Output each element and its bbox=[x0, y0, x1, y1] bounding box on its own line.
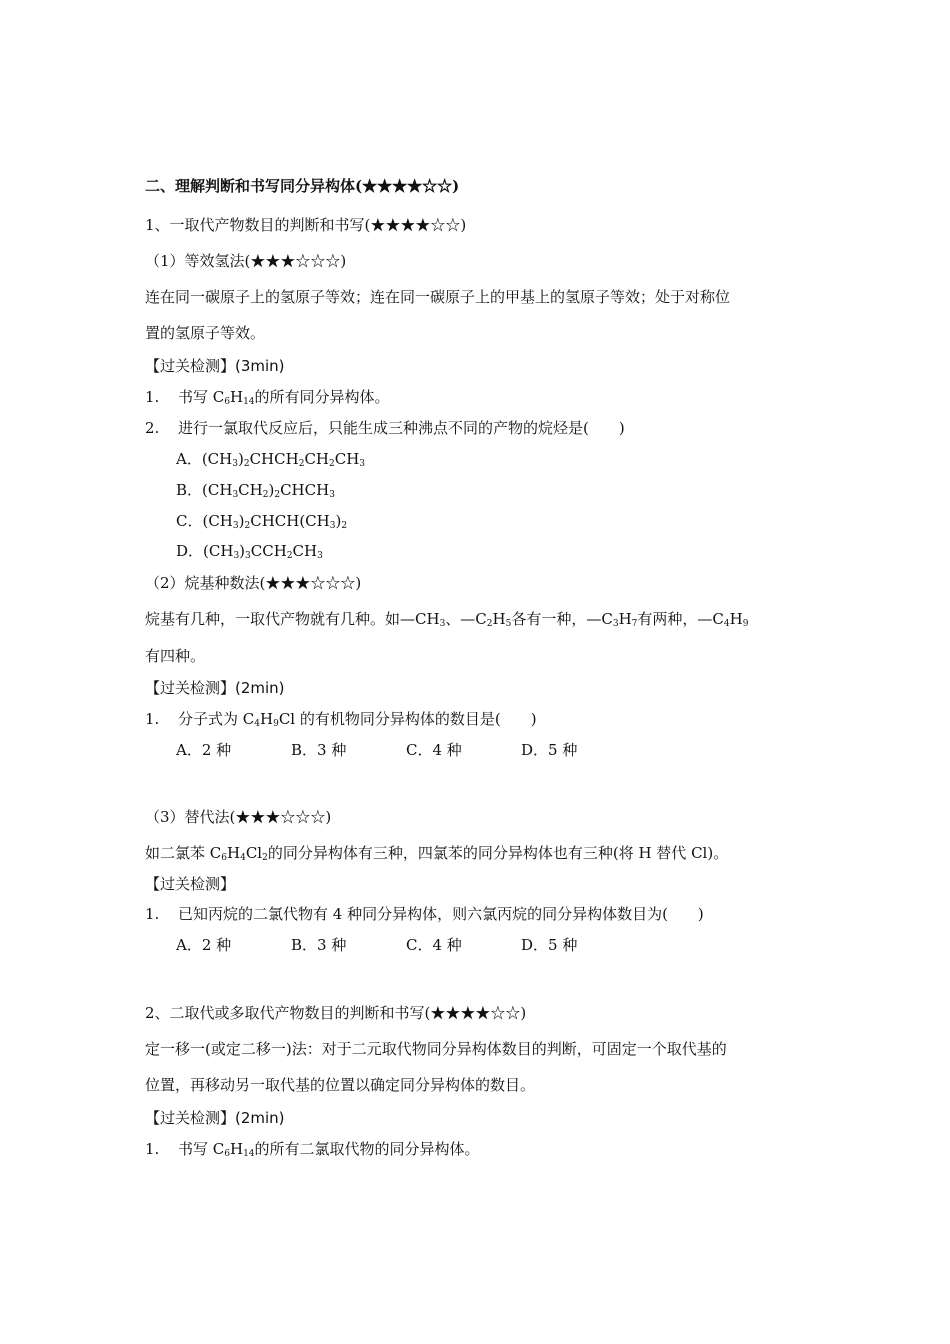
method3-title: （3）替代法(★★★☆☆☆) bbox=[145, 808, 332, 826]
option-a: A．$(CH_3)_2CHCH_2CH_2CH_3$ bbox=[176, 450, 366, 469]
question-number: 1. bbox=[145, 905, 160, 923]
option-a: A．2 种 bbox=[176, 936, 232, 954]
method2-question-1: 1. 分子式为 $C_4H_9Cl$ 的有机物同分异构体的数目是( ) bbox=[145, 710, 537, 729]
part2-desc-line1: 定一移一(或定二移一)法：对于二元取代物同分异构体数目的判断，可固定一个取代基的 bbox=[145, 1040, 727, 1058]
method2-desc-line2: 有四种。 bbox=[145, 647, 206, 665]
question-number: 2. bbox=[145, 419, 160, 437]
part2-question-1: 1. 书写 $C_6H_{14}$的所有二氯取代物的同分异构体。 bbox=[145, 1140, 480, 1159]
option-b: B．3 种 bbox=[291, 936, 347, 954]
method1-desc-line1: 连在同一碳原子上的氢原子等效；连在同一碳原子上的甲基上的氢原子等效；处于对称位 bbox=[145, 288, 731, 306]
method3-question-1: 1. 已知丙烷的二氯代物有 4 种同分异构体，则六氯丙烷的同分异构体数目为( ) bbox=[145, 905, 704, 923]
method3-check-heading: 【过关检测】 bbox=[145, 875, 236, 893]
method2-check-heading: 【过关检测】(2min) bbox=[145, 679, 285, 697]
option-c: C．4 种 bbox=[406, 741, 462, 759]
method2-desc-line1: 烷基有几种，一取代产物就有几种。如$—CH_3$、$—C_2H_5$各有一种，$—C_3H_7$有两种，$—C_4H_9$ bbox=[145, 610, 749, 629]
option-a: A．2 种 bbox=[176, 741, 232, 759]
option-d: D．$(CH_3)_3CCH_2CH_3$ bbox=[176, 542, 323, 561]
method3-options bbox=[176, 935, 636, 955]
question-number: 1. bbox=[145, 388, 160, 406]
question-number: 1. bbox=[145, 710, 160, 728]
option-d: D．5 种 bbox=[521, 741, 578, 759]
method1-desc-line2: 置的氢原子等效。 bbox=[145, 324, 266, 342]
method3-desc: 如二氯苯 $C_6H_4Cl_2$的同分异构体有三种，四氯苯的同分异构体也有三种(将 H 替代 Cl)。 bbox=[145, 844, 729, 863]
part2-desc-line2: 位置，再移动另一取代基的位置以确定同分异构体的数目。 bbox=[145, 1076, 536, 1094]
option-b: B．$(CH_3CH_2)_2CHCH_3$ bbox=[176, 481, 335, 500]
method2-title: （2）烷基种数法(★★★☆☆☆) bbox=[145, 574, 362, 592]
option-b: B．3 种 bbox=[291, 741, 347, 759]
method1-question-2: 2. 进行一氯取代反应后，只能生成三种沸点不同的产物的烷烃是( ) bbox=[145, 419, 625, 437]
question-number: 1. bbox=[145, 1140, 160, 1158]
method1-question-1: 1. 书写 $C_6H_{14}$的所有同分异构体。 bbox=[145, 388, 390, 407]
method1-title: （1）等效氢法(★★★☆☆☆) bbox=[145, 252, 347, 270]
part2-title: 2、二取代或多取代产物数目的判断和书写(★★★★☆☆) bbox=[145, 1004, 527, 1022]
method1-check-heading: 【过关检测】(3min) bbox=[145, 357, 285, 375]
method2-options bbox=[176, 740, 636, 760]
option-c: C．4 种 bbox=[406, 936, 462, 954]
section-title: 二、理解判断和书写同分异构体(★★★★☆☆) bbox=[145, 177, 460, 195]
part1-title: 1、一取代产物数目的判断和书写(★★★★☆☆) bbox=[145, 216, 467, 234]
option-c: C．$(CH_3)_2CHCH(CH_3)_2$ bbox=[176, 512, 348, 531]
part2-check-heading: 【过关检测】(2min) bbox=[145, 1109, 285, 1127]
option-d: D．5 种 bbox=[521, 936, 578, 954]
